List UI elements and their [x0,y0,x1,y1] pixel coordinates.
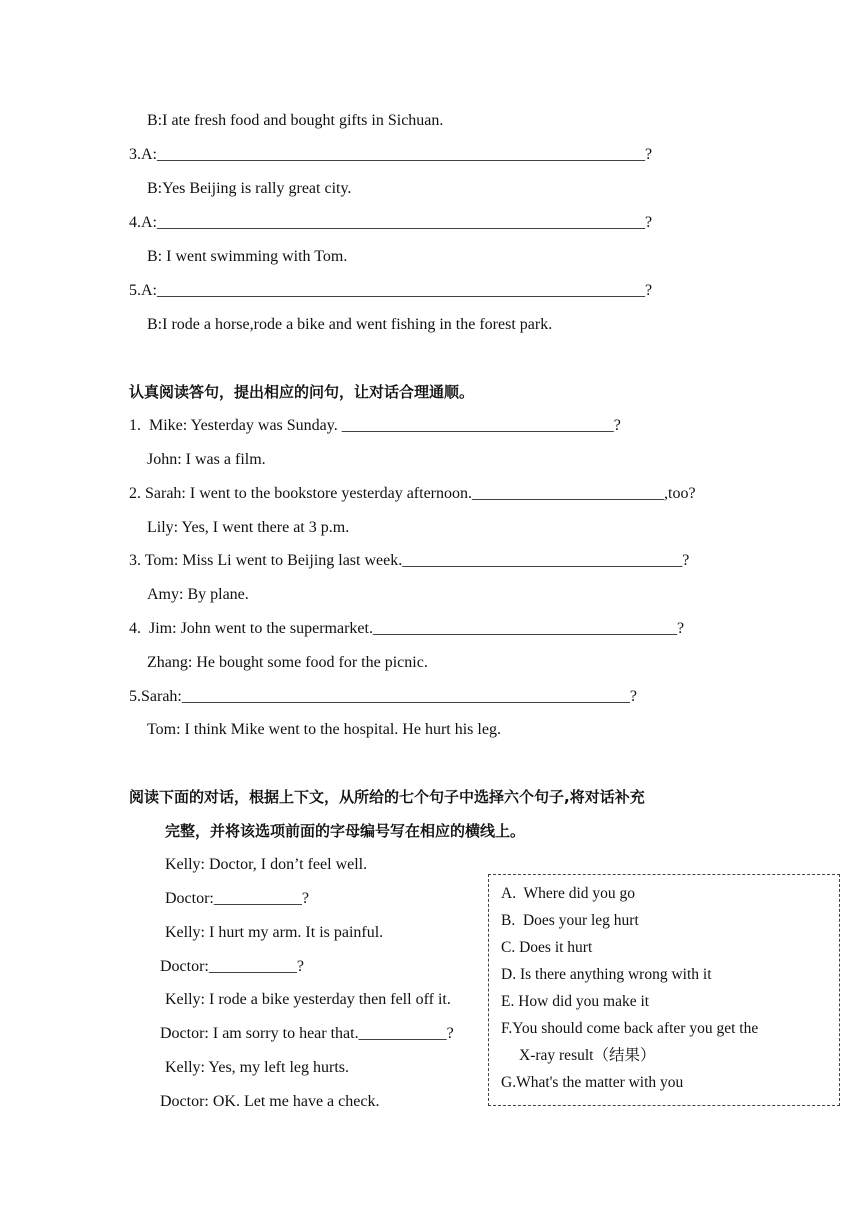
dialogue-line-8: Doctor: OK. Let me have a check. [160,1093,380,1110]
option-f-line2: X-ray result（结果） [519,1047,656,1064]
section3-heading-line2: 完整，并将该选项前面的字母编号写在相应的横线上。 [165,822,526,840]
options-box [488,874,840,1106]
section2-heading: 认真阅读答句，提出相应的问句，让对话合理通顺。 [129,383,475,401]
answer-line-5b: B:I rode a horse,rode a bike and went fishing in the forest park. [147,316,553,333]
dialogue-line-6: Doctor: I am sorry to hear that.___________? [160,1025,454,1042]
exercise2-answer-3: Amy: By plane. [147,586,249,603]
answer-line-2b: B:I ate fresh food and bought gifts in Sichuan. [147,112,444,129]
exercise2-answer-4: Zhang: He bought some food for the picnic. [147,654,428,671]
exercise2-answer-5: Tom: I think Mike went to the hospital. He hurt his leg. [147,721,501,738]
question-line-5a: 5.A:_____________________________________________________________? [129,282,653,299]
option-c: C. Does it hurt [501,939,593,956]
exercise2-line-4: 4. Jim: John went to the supermarket.______________________________________? [129,620,685,637]
option-e: E. How did you make it [501,993,650,1010]
exercise2-answer-2: Lily: Yes, I went there at 3 p.m. [147,519,350,536]
question-line-4a: 4.A:_____________________________________________________________? [129,214,653,231]
question-line-3a: 3.A:_____________________________________________________________? [129,146,653,163]
dialogue-line-5: Kelly: I rode a bike yesterday then fell off it. [165,991,451,1008]
dialogue-line-4: Doctor:___________? [160,958,304,975]
dialogue-line-1: Kelly: Doctor, I don’t feel well. [165,856,368,873]
option-g: G.What's the matter with you [501,1074,684,1091]
dialogue-line-3: Kelly: I hurt my arm. It is painful. [165,924,384,941]
exercise2-answer-1: John: I was a film. [147,451,266,468]
answer-line-4b: B: I went swimming with Tom. [147,248,348,265]
option-f-line1: F.You should come back after you get the [501,1020,759,1037]
option-b: B. Does your leg hurt [501,912,639,929]
option-d: D. Is there anything wrong with it [501,966,712,983]
dialogue-line-7: Kelly: Yes, my left leg hurts. [165,1059,349,1076]
dialogue-line-2: Doctor:___________? [165,890,309,907]
option-a: A. Where did you go [501,885,636,902]
exercise2-line-3: 3. Tom: Miss Li went to Beijing last week.___________________________________? [129,552,690,569]
exercise2-line-1: 1. Mike: Yesterday was Sunday. __________________________________? [129,417,621,434]
exercise2-line-5: 5.Sarah:________________________________________________________? [129,688,637,705]
section3-heading-line1: 阅读下面的对话，根据上下文，从所给的七个句子中选择六个句子,将对话补充 [129,788,645,806]
exercise2-line-2: 2. Sarah: I went to the bookstore yesterday afternoon.________________________,too? [129,485,696,502]
answer-line-3b: B:Yes Beijing is rally great city. [147,180,352,197]
